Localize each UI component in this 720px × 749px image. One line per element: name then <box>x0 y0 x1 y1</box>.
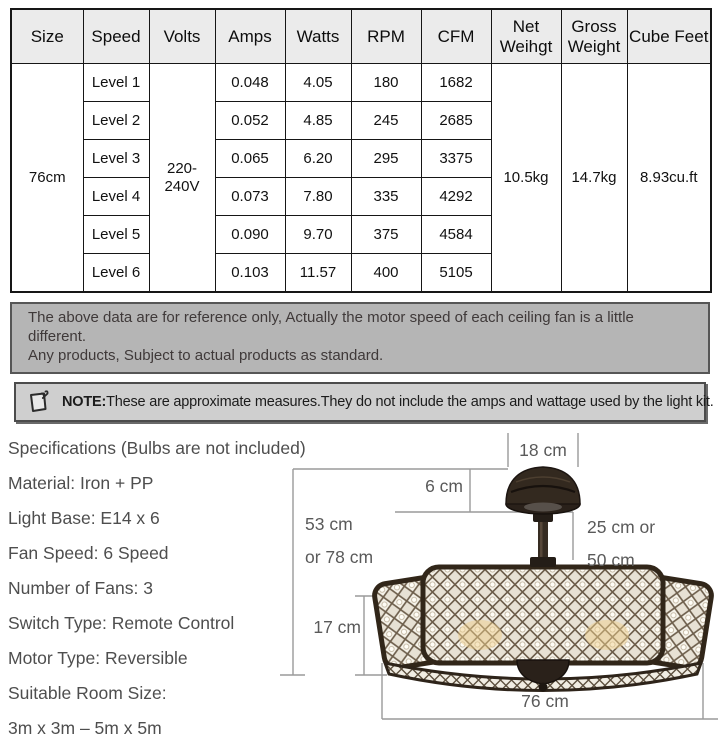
spec-table-section <box>0 0 720 293</box>
drum-height-label: 17 cm <box>313 616 361 637</box>
watts-cell: 11.57 <box>285 254 351 293</box>
amps-cell: 0.052 <box>215 102 285 140</box>
cfm-cell: 2685 <box>421 102 491 140</box>
note-text <box>62 394 714 410</box>
ceiling-fan-illustration <box>373 467 713 692</box>
cfm-cell: 5105 <box>421 254 491 293</box>
note-label: NOTE: <box>62 393 107 410</box>
watts-cell: 4.85 <box>285 102 351 140</box>
speed-cell: Level 2 <box>83 102 149 140</box>
header-rpm: RPM <box>351 9 421 64</box>
rpm-cell: 335 <box>351 178 421 216</box>
watts-cell: 4.05 <box>285 64 351 102</box>
rod-coupling-bottom <box>530 557 556 567</box>
total-height-label-2: or 78 cm <box>305 546 374 567</box>
speed-cell: Level 4 <box>83 178 149 216</box>
header-watts: Watts <box>285 9 351 64</box>
note-box <box>14 382 714 422</box>
rpm-cell: 245 <box>351 102 421 140</box>
spec-item: Fan Speed: 6 Speed <box>8 542 169 563</box>
cfm-cell: 1682 <box>421 64 491 102</box>
watts-cell: 9.70 <box>285 216 351 254</box>
spec-table <box>10 8 712 293</box>
header-net-weight: Net Weihgt <box>491 9 561 64</box>
spec-item: Number of Fans: 3 <box>8 577 153 598</box>
amps-cell: 0.048 <box>215 64 285 102</box>
memo-pencil-icon <box>26 389 52 415</box>
amps-cell: 0.103 <box>215 254 285 293</box>
header-volts: Volts <box>149 9 215 64</box>
canopy-plate <box>524 502 562 511</box>
notice-line: The above data are for reference only, Actually the motor speed of each ceiling fan is a little different. <box>28 309 634 346</box>
net-weight-cell: 10.5kg <box>491 64 561 293</box>
spec-item: Light Base: E14 x 6 <box>8 507 160 528</box>
header-speed: Speed <box>83 9 149 64</box>
amps-cell: 0.073 <box>215 178 285 216</box>
note-body: These are approximate measures.They do not include the amps and wattage used by the light kit. <box>106 393 714 410</box>
reference-notice-box <box>10 302 710 374</box>
header-size: Size <box>11 9 83 64</box>
light-glow <box>585 620 629 650</box>
table-row <box>11 64 711 102</box>
notice-line: Any products, Subject to actual products as standard. <box>28 347 384 365</box>
header-amps: Amps <box>215 9 285 64</box>
cube-feet-cell: 8.93cu.ft <box>627 64 711 293</box>
spec-item: Switch Type: Remote Control <box>8 612 235 633</box>
spec-item: Suitable Room Size: <box>8 682 167 703</box>
gross-weight-cell: 14.7kg <box>561 64 627 293</box>
cfm-cell: 4292 <box>421 178 491 216</box>
bottom-section <box>0 427 720 749</box>
specs-title: Specifications (Bulbs are not included) <box>8 437 306 458</box>
speed-cell: Level 3 <box>83 140 149 178</box>
downrod-label-2: 50 cm <box>587 549 635 570</box>
size-cell: 76cm <box>11 64 83 293</box>
watts-cell: 6.20 <box>285 140 351 178</box>
dimension-diagram <box>275 427 720 749</box>
speed-cell: Level 5 <box>83 216 149 254</box>
rpm-cell: 180 <box>351 64 421 102</box>
speed-cell: Level 1 <box>83 64 149 102</box>
fan-center-panel <box>423 567 663 663</box>
total-height-line <box>280 469 305 675</box>
specifications-list <box>8 431 306 746</box>
rpm-cell: 375 <box>351 216 421 254</box>
spec-item: Motor Type: Reversible <box>8 647 188 668</box>
canopy-width-label: 18 cm <box>519 439 567 460</box>
diameter-label: 76 cm <box>521 690 569 711</box>
amps-cell: 0.090 <box>215 216 285 254</box>
table-header-row <box>11 9 711 64</box>
canopy-height-label: 6 cm <box>425 475 463 496</box>
downrod-label-1: 25 cm or <box>587 516 656 537</box>
amps-cell: 0.065 <box>215 140 285 178</box>
spec-item: 3m x 3m – 5m x 5m <box>8 717 162 738</box>
rpm-cell: 400 <box>351 254 421 293</box>
speed-cell: Level 6 <box>83 254 149 293</box>
watts-cell: 7.80 <box>285 178 351 216</box>
light-glow <box>458 620 502 650</box>
header-cfm: CFM <box>421 9 491 64</box>
header-cube-feet: Cube Feet <box>627 9 711 64</box>
spec-item: Material: Iron + PP <box>8 472 154 493</box>
cfm-cell: 4584 <box>421 216 491 254</box>
cfm-cell: 3375 <box>421 140 491 178</box>
header-gross-weight: Gross Weight <box>561 9 627 64</box>
rpm-cell: 295 <box>351 140 421 178</box>
total-height-label-1: 53 cm <box>305 513 353 534</box>
volts-cell: 220-240V <box>149 64 215 293</box>
